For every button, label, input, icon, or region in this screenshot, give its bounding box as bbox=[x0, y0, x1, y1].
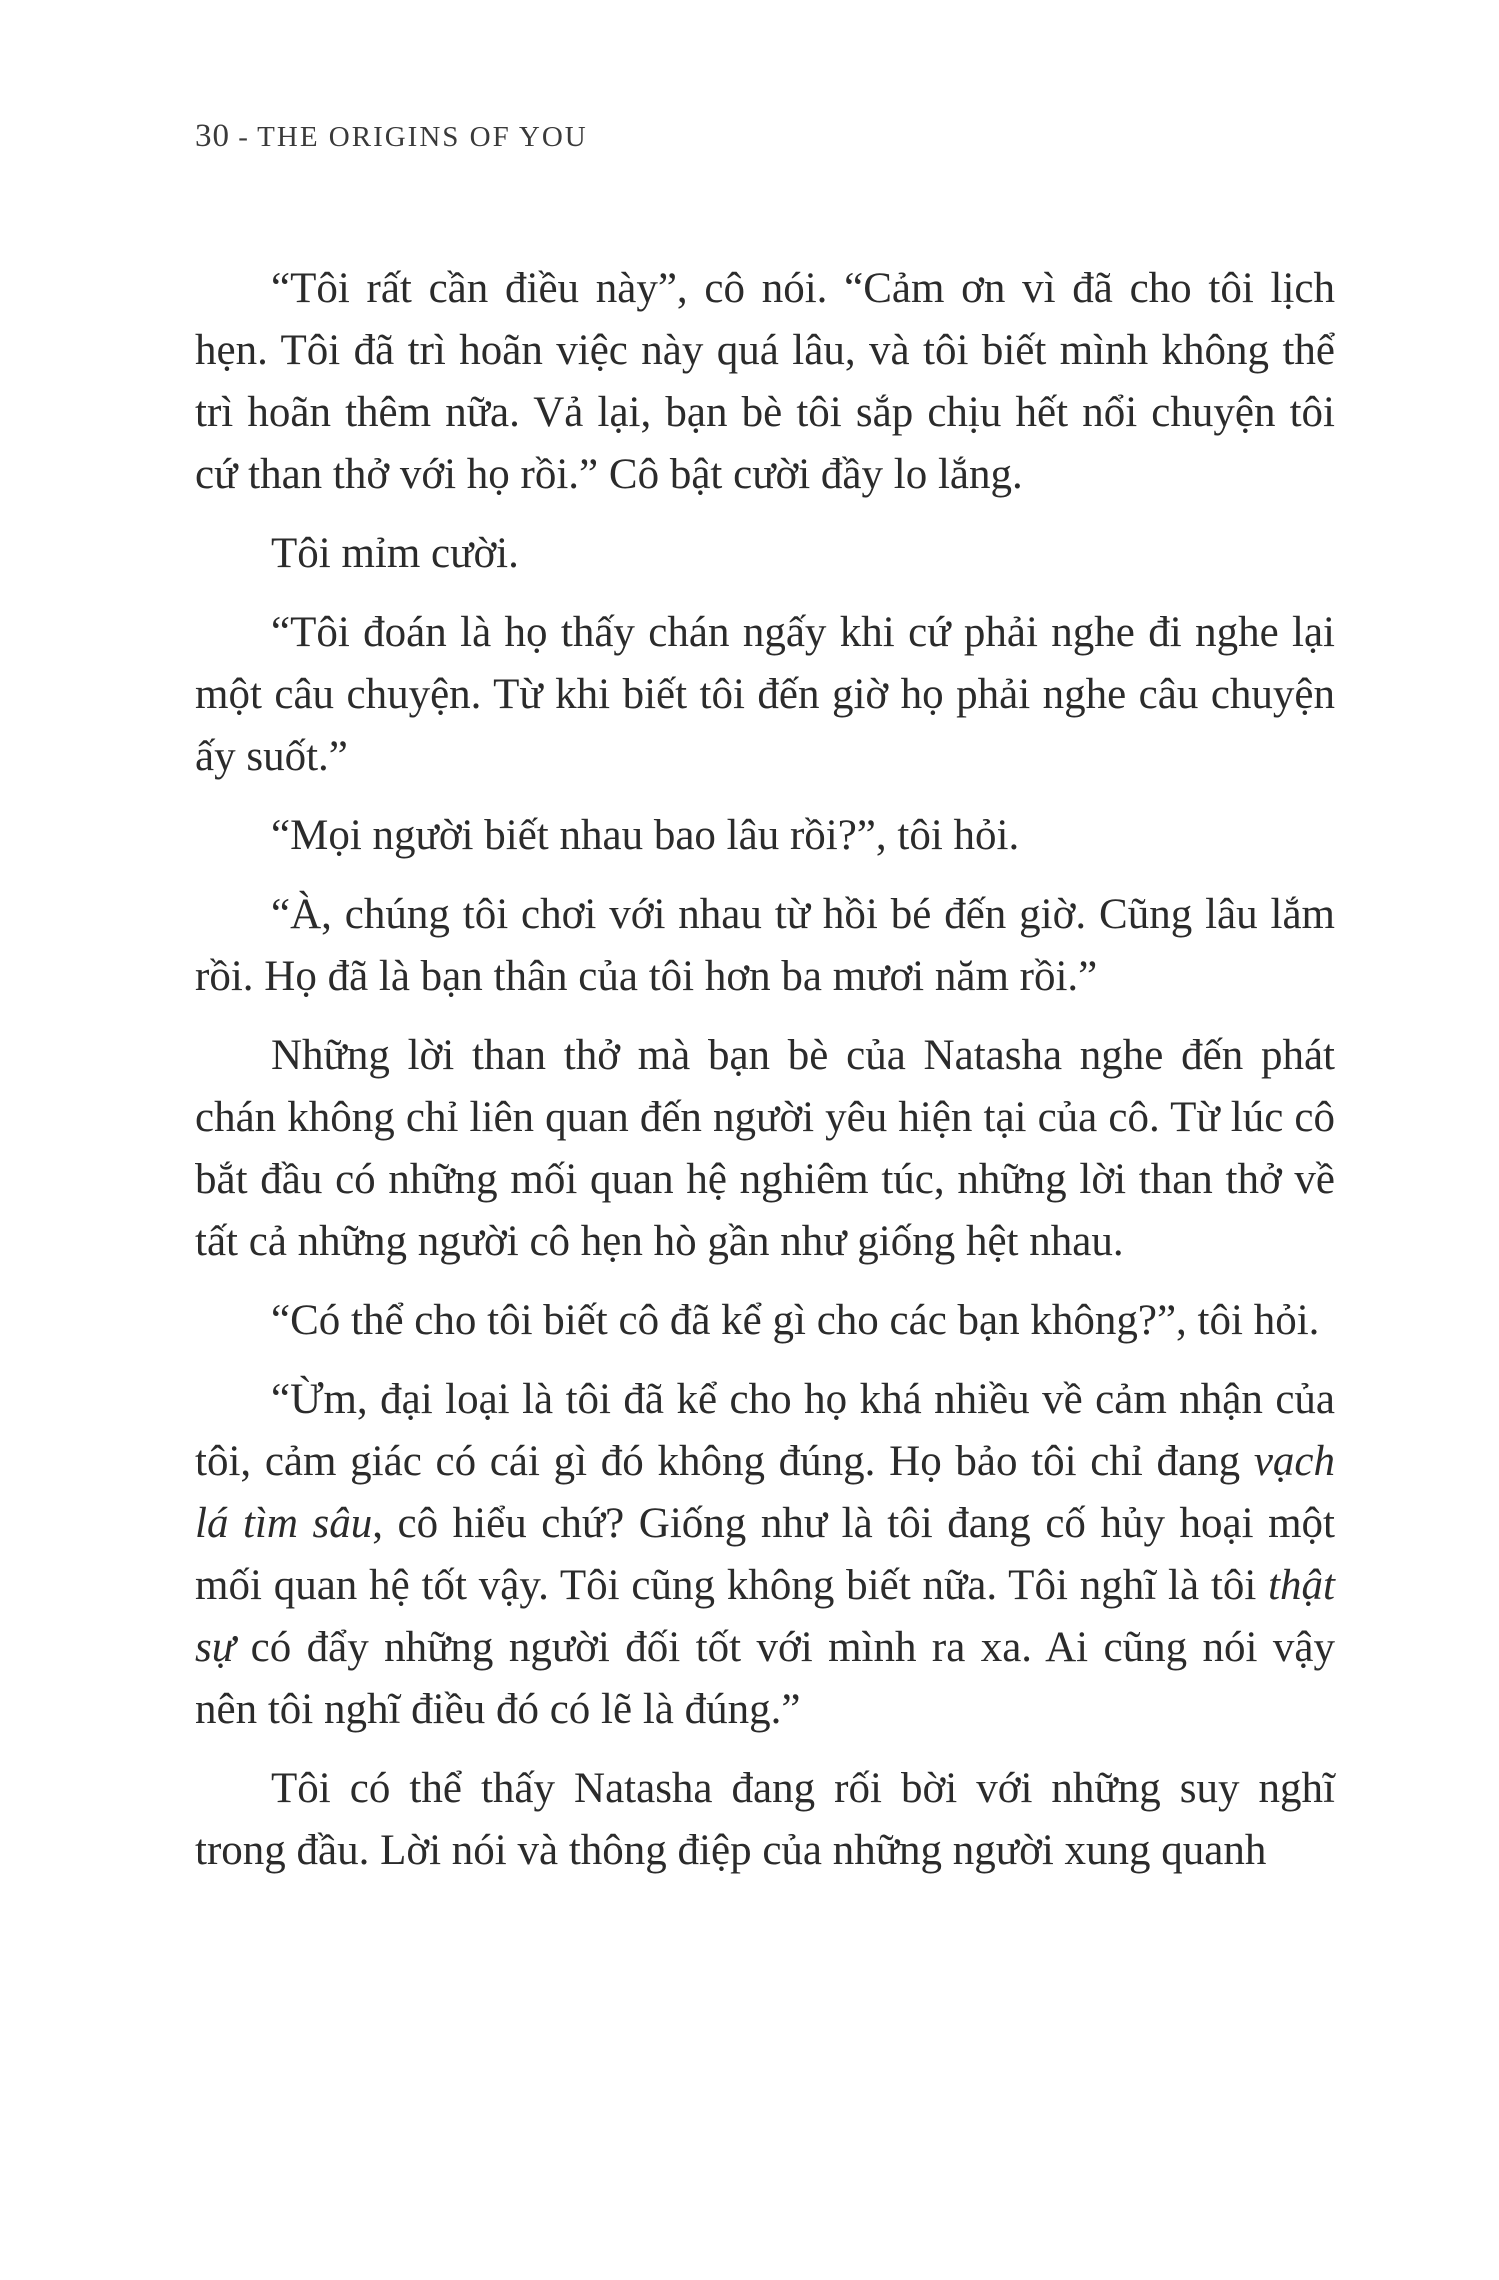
paragraph-1 bbox=[195, 258, 1335, 506]
paragraph-text: “Có thể cho tôi biết cô đã kể gì cho các bạn không?”, tôi hỏi. bbox=[271, 1297, 1320, 1344]
paragraph-text: Tôi có thể thấy Natasha đang rối bời với những suy nghĩ trong đầu. Lời nói và thông điệp của những người xung quanh bbox=[195, 1765, 1335, 1874]
paragraph-text: “À, chúng tôi chơi với nhau từ hồi bé đến giờ. Cũng lâu lắm rồi. Họ đã là bạn thân của tôi hơn ba mươi năm rồi.” bbox=[195, 891, 1335, 1000]
paragraph-text-italic: thật sự bbox=[195, 1562, 1335, 1671]
paragraph-text: “Ừm, đại loại là tôi đã kể cho họ khá nhiều về cảm nhận của tôi, cảm giác có cái gì đó không đúng. Họ bảo tôi chỉ đang bbox=[195, 1376, 1335, 1485]
paragraph-5 bbox=[195, 884, 1335, 1008]
paragraph-7 bbox=[195, 1290, 1335, 1352]
paragraph-2 bbox=[195, 523, 1335, 585]
page-body bbox=[195, 258, 1335, 1899]
header-separator: - bbox=[230, 121, 258, 153]
paragraph-9 bbox=[195, 1758, 1335, 1882]
paragraph-text: Tôi mỉm cười. bbox=[271, 530, 519, 577]
paragraph-8 bbox=[195, 1369, 1335, 1741]
running-header bbox=[195, 118, 588, 155]
page-number: 30 bbox=[195, 118, 230, 154]
paragraph-text: , cô hiểu chứ? Giống như là tôi đang cố hủy hoại một mối quan hệ tốt vậy. Tôi cũng không biết nữa. Tôi nghĩ là tôi bbox=[195, 1500, 1335, 1609]
paragraph-text: Những lời than thở mà bạn bè của Natasha nghe đến phát chán không chỉ liên quan đến người yêu hiện tại của cô. Từ lúc cô bắt đầu có những mối quan hệ nghiêm túc, những lời than thở về tất cả những người cô hẹn hò gần như giống hệt nhau. bbox=[195, 1032, 1335, 1265]
paragraph-text: “Tôi đoán là họ thấy chán ngấy khi cứ phải nghe đi nghe lại một câu chuyện. Từ khi biết tôi đến giờ họ phải nghe câu chuyện ấy suốt.” bbox=[195, 609, 1335, 780]
paragraph-text: “Tôi rất cần điều này”, cô nói. “Cảm ơn vì đã cho tôi lịch hẹn. Tôi đã trì hoãn việc này quá lâu, và tôi biết mình không thể trì hoãn thêm nữa. Vả lại, bạn bè tôi sắp chịu hết nổi chuyện tôi cứ than thở với họ rồi.” Cô bật cười đầy lo lắng. bbox=[195, 265, 1335, 498]
paragraph-6 bbox=[195, 1025, 1335, 1273]
book-title: THE ORIGINS OF YOU bbox=[257, 121, 588, 153]
paragraph-text: có đẩy những người đối tốt với mình ra xa. Ai cũng nói vậy nên tôi nghĩ điều đó có lẽ là đúng.” bbox=[195, 1624, 1335, 1733]
paragraph-3 bbox=[195, 602, 1335, 788]
paragraph-4 bbox=[195, 805, 1335, 867]
paragraph-text-italic: vạch lá tìm sâu bbox=[195, 1438, 1335, 1547]
paragraph-text: “Mọi người biết nhau bao lâu rồi?”, tôi hỏi. bbox=[271, 812, 1020, 859]
